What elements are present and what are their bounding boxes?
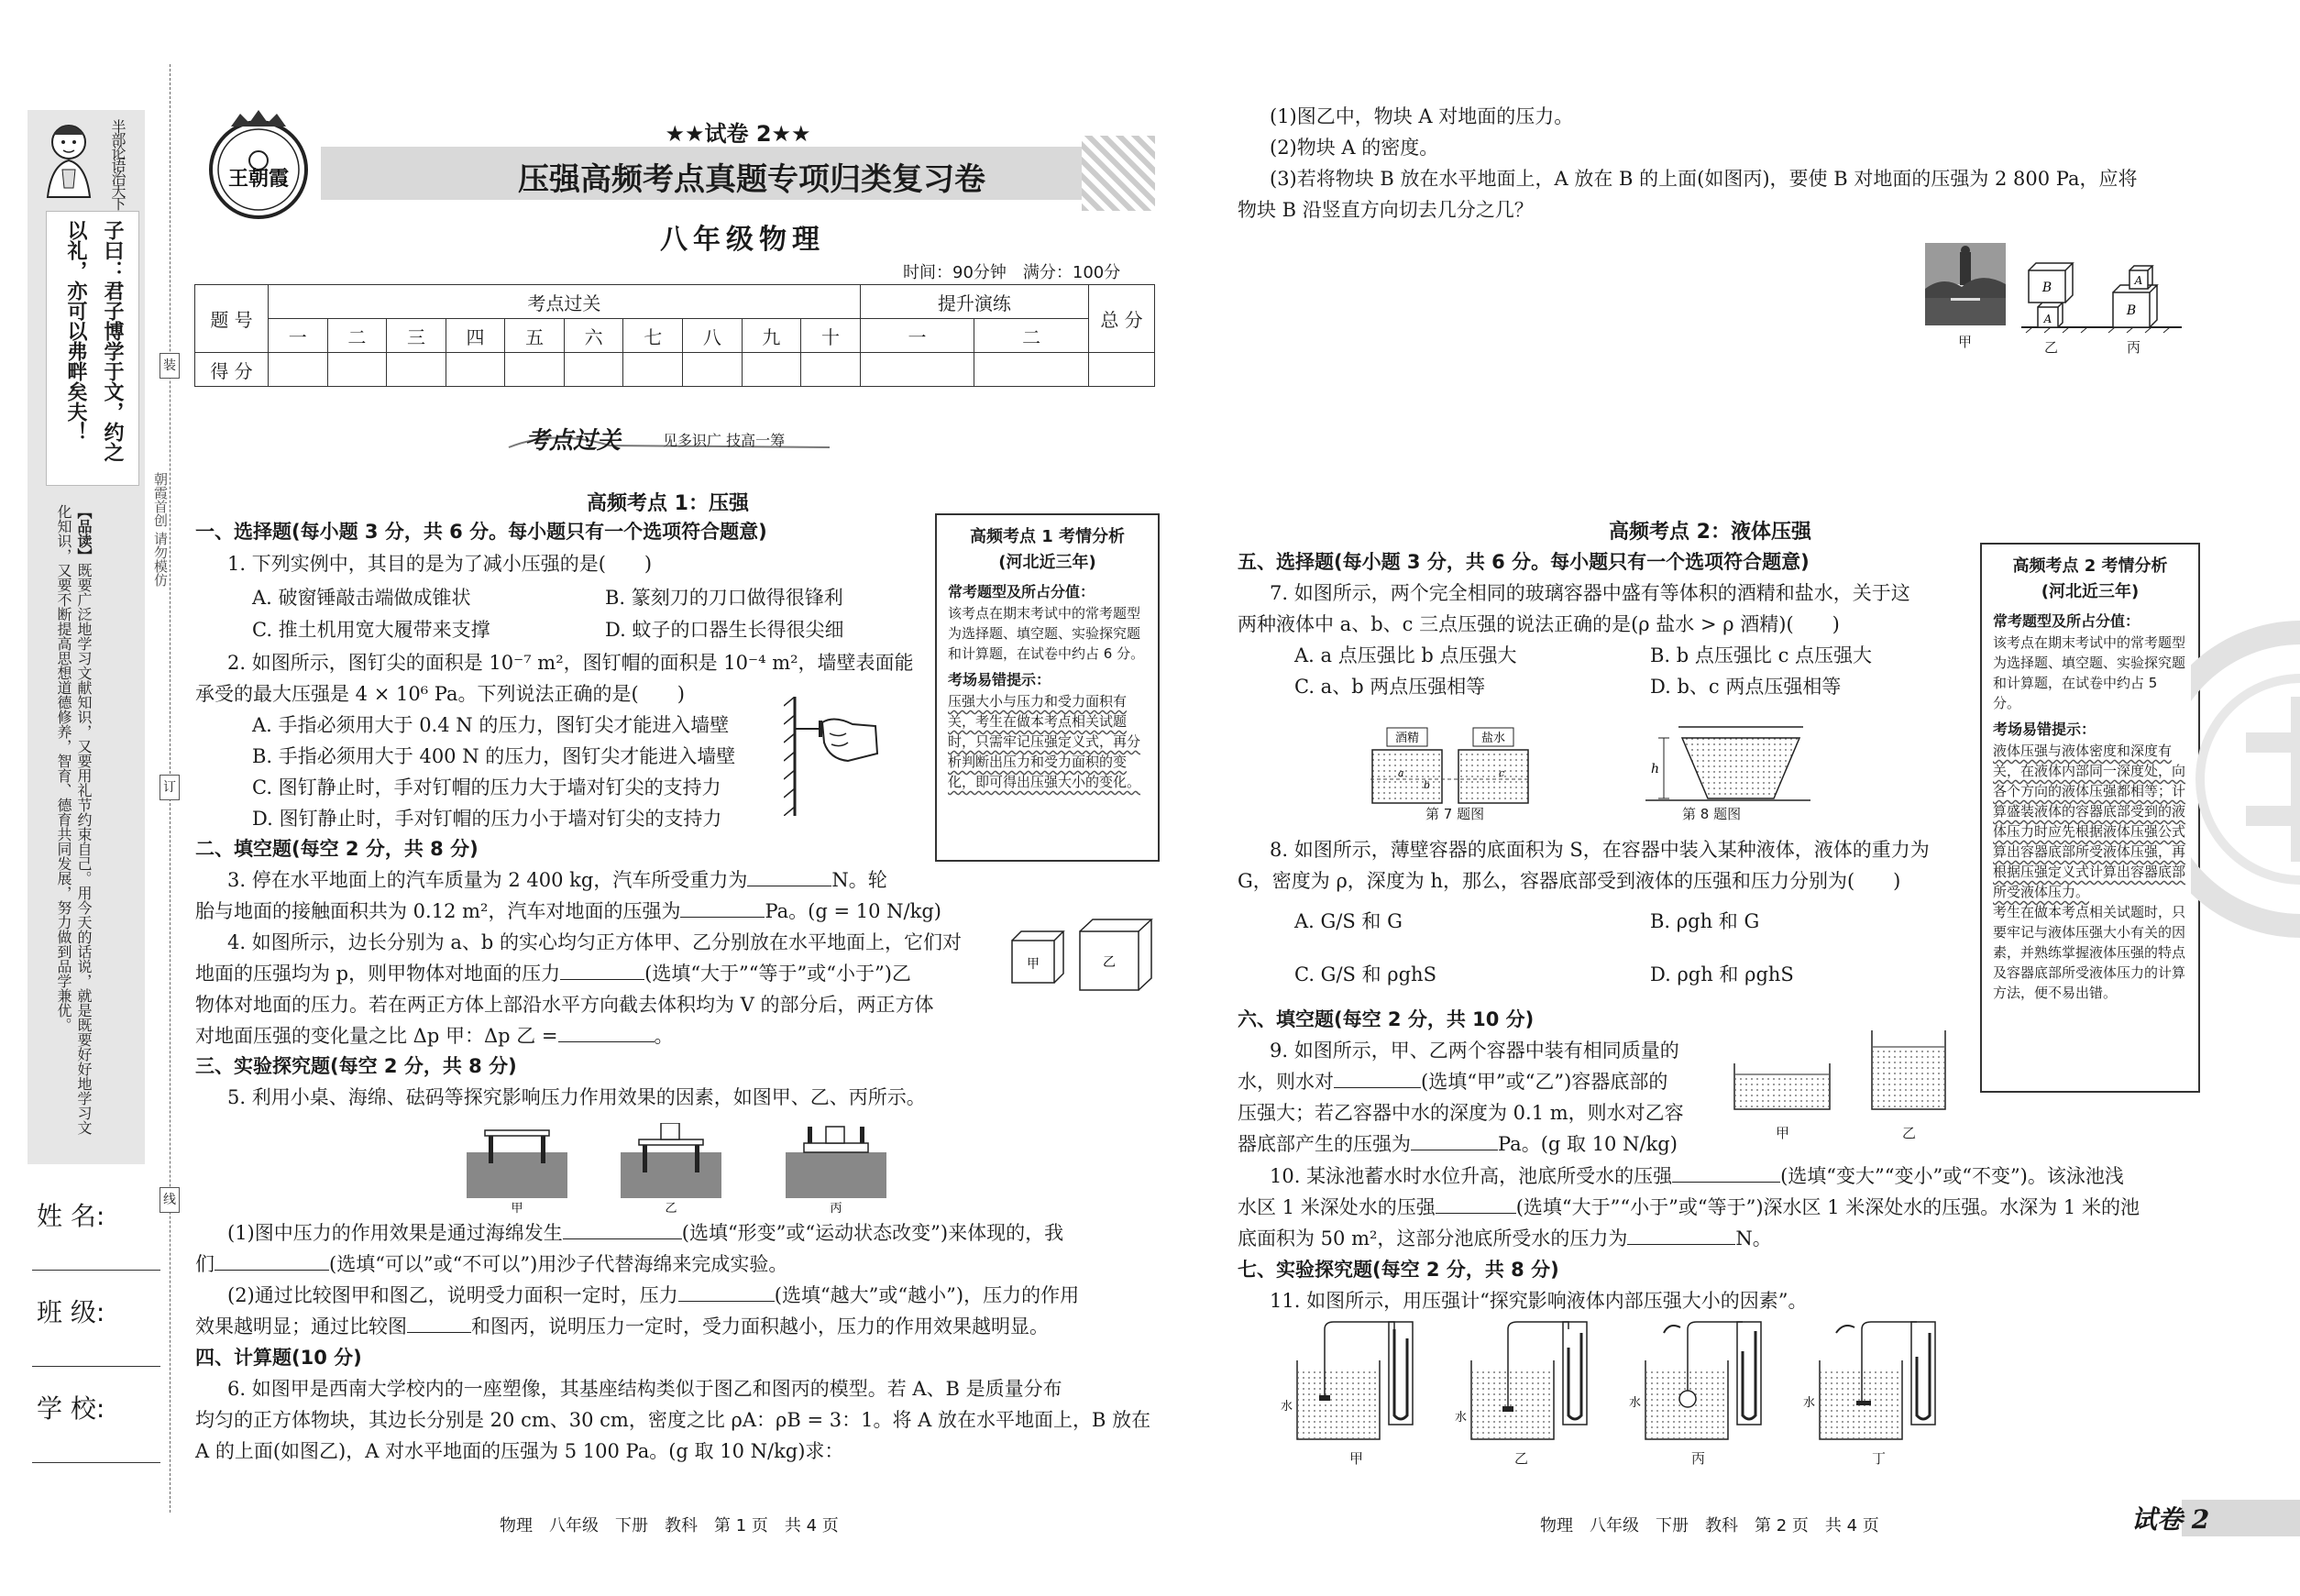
q5-sub1-line2 [195,1250,787,1278]
score-cell[interactable] [327,353,387,387]
col-3: 三 [387,319,446,353]
water-label-3: 水 [1629,1396,1642,1410]
q5-text-6: (选填“越大”或“越小”)，压力的作用 [774,1284,1080,1306]
logo-text: 王朝霞 [227,167,290,191]
q9-text-2: (选填“甲”或“乙”)容器底部的 [1421,1071,1668,1093]
col-10: 十 [801,319,861,353]
fig9-containers [1733,1027,1962,1128]
footer-right: 物理 八年级 下册 教科 第 2 页 共 4 页 [1540,1516,1879,1535]
q5-blank-4[interactable] [407,1313,471,1333]
q5-text-5: (2)通过比较图甲和图乙，说明受力面积一定时，压力 [227,1284,678,1306]
binding-mark-1: 装 [160,353,180,379]
brand-vertical: 朝霞首创 请勿模仿 [152,472,169,587]
q3-text-4: Pa。(g = 10 N/kg) [765,900,941,922]
name-field[interactable] [32,1270,160,1271]
heading-kaodian-1: 高频考点 1：压强 [587,492,749,515]
blocks-figure [2021,252,2182,335]
fig9-label-yi: 乙 [1902,1125,1917,1141]
water-label-2: 水 [1455,1411,1468,1425]
analysis-1-sub1: 常考题型及所占分值： [948,583,1095,600]
fig8-label-h: h [1651,762,1660,776]
row-label-number: 题 号 [195,285,269,353]
q4-line4 [195,1022,674,1050]
block-label-a1: A [2043,313,2052,325]
q7-option-a[interactable]: A. a 点压强比 b 点压强大 [1294,644,1517,666]
pindu-label: 【品读】 [75,504,93,563]
fig8-caption: 第 8 题图 [1682,806,1742,822]
q1-option-d[interactable]: D. 蚊子的口器生长得很尖细 [605,619,844,641]
pindu-text [53,504,94,1146]
class-field[interactable] [32,1366,160,1367]
part2-heading: 二、填空题(每空 2 分，共 8 分) [195,838,479,860]
q4-text-2: (选填“大于”“等于”或“小于”)乙 [644,963,911,985]
q5-sub2-line2 [195,1313,1049,1340]
water-label-1: 水 [1281,1400,1293,1414]
q10-text-2: (选填“变大”“变小”或“不变”)。该泳池浅 [1780,1165,2124,1187]
paper-number: ★★试卷 2★★ [665,121,811,147]
q2-option-a[interactable]: A. 手指必须用大于 0.4 N 的压力，图钉尖才能进入墙壁 [252,714,730,736]
q6-line3: A 的上面(如图乙)，A 对水平地面的压强为 5 100 Pa。(g 取 10 N/kg)求： [195,1440,844,1462]
q4-blank-1[interactable] [560,960,644,980]
fig7-caption: 第 7 题图 [1425,806,1485,822]
col-7: 七 [623,319,683,353]
q6-sub1: (1)图乙中，物块 A 对地面的压力。 [1270,105,1574,127]
analysis-1-sub2: 考场易错提示： [948,671,1051,688]
q4-line1: 4. 如图所示，边长分别为 a、b 的实心均匀正方体甲、乙分别放在水平地面上，它们对 [227,931,963,953]
analysis-2-sub1: 常考题型及所占分值： [1993,612,2140,630]
time-info: 时间：90分钟 满分：100分 [903,263,1121,282]
q10-text-4: (选填“大于”“小于”或“等于”)深水区 1 米深处水的压强。水深为 1 米的池 [1515,1196,2140,1218]
score-cell[interactable] [1089,353,1155,387]
q6-sub3-line1: (3)若将物块 B 放在水平地面上，A 放在 B 的上面(如图丙)，要使 B 对地面的压强为 2 800 Pa，应将 [1270,168,2138,190]
q11-stem: 11. 如图所示，用压强计“探究影响液体内部压强大小的因素”。 [1270,1290,1808,1312]
q8-option-a[interactable]: A. G/S 和 G [1294,910,1403,932]
col-8: 八 [683,319,743,353]
brand-logo [194,110,323,225]
col-t2: 二 [974,319,1089,353]
part5-heading: 五、选择题(每小题 3 分，共 6 分。每小题只有一个选项符合题意) [1238,551,1810,573]
q6-sub2: (2)物块 A 的密度。 [1270,137,1439,159]
q9-line1: 9. 如图所示，甲、乙两个容器中装有相同质量的 [1270,1040,1679,1062]
q9-line4 [1238,1130,1678,1158]
q9-text-1: 水，则水对 [1238,1071,1334,1093]
analysis-box-1 [935,513,1160,862]
scholar-illustration [35,115,104,202]
col-4: 四 [446,319,505,353]
q8-option-d[interactable]: D. ρgh 和 ρghS [1650,963,1794,985]
score-cell[interactable] [387,353,446,387]
q9-blank-1[interactable] [1334,1068,1421,1088]
col-5: 五 [505,319,565,353]
fig5-label-yi: 乙 [665,1202,677,1215]
q1-option-a[interactable]: A. 破窗锤敲击端做成锥状 [252,587,471,609]
q3-blank-1[interactable] [747,866,831,886]
water-label-4: 水 [1803,1396,1816,1410]
col-1: 一 [269,319,328,353]
q3-line2 [195,897,941,925]
paper-title: 压强高频考点真题专项归类复习卷 [518,161,985,198]
q10-blank-1[interactable] [1672,1162,1780,1183]
fig5-label-jia: 甲 [511,1202,523,1215]
q8-option-b[interactable]: B. ρgh 和 G [1650,910,1760,932]
fig5-label-bing: 丙 [830,1202,842,1215]
fig11-label-ding: 丁 [1872,1450,1887,1467]
q8-option-c[interactable]: C. G/S 和 ρghS [1294,963,1436,985]
statue-photo [1925,243,2006,325]
q6-line1: 6. 如图甲是西南大学校内的一座塑像，其基座结构类似于图乙和图丙的模型。若 A、B 是质量分布 [227,1378,1062,1400]
fig11-label-bing: 丙 [1691,1450,1706,1467]
q1-option-c[interactable]: C. 推土机用宽大履带来支撑 [252,619,490,641]
analysis-2-subtitle: (河北近三年) [2041,582,2140,601]
fig11-manometers [1279,1320,1957,1448]
q4-text-1: 地面的压强均为 p，则甲物体对地面的压力 [195,963,561,985]
q5-text-8: 和图丙，说明压力一定时，受力面积越小，压力的作用效果越明显。 [471,1315,1049,1337]
score-cell[interactable] [974,353,1089,387]
score-cell[interactable] [505,353,565,387]
analysis-1-title: 高频考点 1 考情分析 [969,527,1126,546]
q7-line1: 7. 如图所示，两个完全相同的玻璃容器中盛有等体积的酒精和盐水，关于这 [1270,582,1910,604]
school-label: 学 校: [37,1393,105,1424]
q4-text-3: 对地面压强的变化量之比 Δp 甲：Δp 乙 = [195,1025,558,1047]
analysis-2-title: 高频考点 2 考情分析 [2012,556,2168,576]
q9-line2 [1238,1068,1667,1095]
q5-sub1-line1 [227,1219,1063,1247]
analysis-1-text1: 该考点在期末考试中的常考题型为选择题、填空题、实验探究题和计算题，在试卷中约占 6 分。 [948,605,1145,662]
cubes-figure [1008,917,1160,999]
binding-mark-3: 线 [160,1187,180,1213]
banner-main: 考点过关 [525,427,622,455]
fig11-label-jia: 甲 [1349,1450,1364,1467]
q10-text-1: 10. 某泳池蓄水时水位升高，池底所受水的压强 [1270,1165,1673,1187]
part6-heading: 六、填空题(每空 2 分，共 10 分) [1238,1008,1535,1030]
heading-kaodian-2: 高频考点 2：液体压强 [1609,521,1811,544]
q8-line1: 8. 如图所示，薄壁容器的底面积为 S，在容器中装入某种液体，液体的重力为 [1270,839,1930,861]
name-label: 姓 名: [37,1201,105,1231]
fig11-label-yi: 乙 [1514,1450,1529,1467]
q1-stem: 1. 下列实例中，其目的是为了减小压强的是( ) [227,553,653,575]
q5-text-4: (选填“可以”或“不可以”)用沙子代替海绵来完成实验。 [329,1253,788,1275]
fig6-label-bing: 丙 [2127,339,2141,356]
q7-option-b[interactable]: B. b 点压强比 c 点压强大 [1650,644,1873,666]
col-t1: 一 [860,319,974,353]
q8-line2: G，密度为 ρ，深度为 h，那么，容器底部受到液体的压强和压力分别为( ) [1238,870,1901,892]
score-cell[interactable] [683,353,743,387]
q10-text-3: 水区 1 米深处水的压强 [1238,1196,1436,1218]
school-field[interactable] [32,1462,160,1463]
group-tisheng: 提升演练 [860,285,1088,319]
fig7-label-brine: 盐水 [1480,732,1506,745]
score-table [194,284,1155,387]
class-label: 班 级: [37,1297,105,1327]
q7-line2: 两种液体中 a、b、c 三点压强的说法正确的是(ρ 盐水 > ρ 酒精)( ) [1238,613,1840,635]
fig7-point-a: a [1398,767,1404,779]
q5-text-1: (1)图中压力的作用效果是通过海绵发生 [227,1222,563,1244]
q3-line1 [227,866,887,894]
score-cell[interactable] [742,353,801,387]
q6-sub3-line2: 物块 B 沿竖直方向切去几分之几？ [1238,199,1534,221]
q3-text-3: 胎与地面的接触面积共为 0.12 m²，汽车对地面的压强为 [195,900,681,922]
pindu-body: 既要广泛地学习文献知识，又要用礼节约束自己。用今天的话说，就是既要好好地学习文化知识，又要不断提高思想道德修养，智育、德育共同发展，努力做到品学兼优。 [55,504,93,1135]
fig7-label-alcohol: 酒精 [1394,732,1420,745]
q4-line3: 物体对地面的压力。若在两正方体上部沿水平方向截去体积均为 V 的部分后，两正方体 [195,994,934,1016]
fig9-label-jia: 甲 [1776,1125,1790,1141]
analysis-2-sub2: 考场易错提示： [1993,721,2096,738]
q3-text-2: N。轮 [831,869,887,891]
footer-tag: 试卷 2 [2131,1504,2210,1535]
q2-option-b[interactable]: B. 手指必须用大于 400 N 的压力，图钉尖才能进入墙壁 [252,745,736,767]
q5-stem: 5. 利用小桌、海绵、砝码等探究影响压力作用效果的因素，如图甲、乙、丙所示。 [227,1086,926,1108]
col-6: 六 [564,319,623,353]
block-label-b2: B [2126,303,2137,318]
analysis-1-subtitle: (河北近三年) [998,553,1096,572]
q5-sub2-line1 [227,1282,1079,1309]
q10-line2 [1238,1194,2140,1221]
q10-text-5: 底面积为 50 m²，这部分池底所受水的压力为 [1238,1227,1628,1249]
score-cell[interactable] [860,353,974,387]
block-label-b1: B [2041,281,2052,295]
cube-label-jia: 甲 [1027,957,1040,972]
part4-heading: 四、计算题(10 分) [195,1347,362,1369]
analysis-box-2 [1980,543,2200,1093]
part1-heading: 一、选择题(每小题 3 分，共 6 分。每小题只有一个选项符合题意) [195,521,767,543]
analysis-1-text2: 压强大小与压力和受力面积有关，考生在做本考点相关试题时，只需牢记压强定义式，再分析判断出压力和受力面积的变化，即可得出压强大小的变化。 [948,693,1141,790]
cube-label-yi: 乙 [1103,955,1116,970]
q4-blank-2[interactable] [558,1022,655,1042]
q4-line2 [195,960,911,987]
q10-line1 [1270,1162,2124,1190]
part3-heading: 三、实验探究题(每空 2 分，共 8 分) [195,1055,517,1077]
total-label: 总 分 [1089,285,1155,353]
paper-subtitle: 八年级物理 [660,224,825,256]
q3-blank-2[interactable] [680,897,765,918]
q5-text-7: 效果越明显；通过比较图 [195,1315,407,1337]
score-cell[interactable] [564,353,623,387]
q9-line3: 压强大；若乙容器中水的深度为 0.1 m，则水对乙容 [1238,1102,1684,1124]
score-cell[interactable] [446,353,505,387]
block-label-a2: A [2134,274,2143,287]
q3-text-1: 3. 停在水平地面上的汽车质量为 2 400 kg，汽车所受重力为 [227,869,748,891]
q10-blank-3[interactable] [1627,1225,1735,1245]
q2-stem-line2: 承受的最大压强是 4 × 10⁶ Pa。下列说法正确的是( ) [195,683,685,705]
footer-left: 物理 八年级 下册 教科 第 1 页 共 4 页 [500,1516,839,1535]
watermark-seal [2191,587,2300,972]
q5-text-3: 们 [195,1253,215,1275]
section-banner [500,420,839,457]
col-9: 九 [742,319,801,353]
row-label-score: 得 分 [195,353,269,387]
q7-option-c[interactable]: C. a、b 两点压强相等 [1294,676,1486,698]
q5-blank-3[interactable] [678,1282,775,1302]
q2-option-d[interactable]: D. 图钉静止时，手对钉帽的压力小于墙对钉尖的支持力 [252,808,722,830]
q5-text-2: (选填“形变”或“运动状态改变”)来体现的，我 [681,1222,1064,1244]
q4-text-4: 。 [654,1025,674,1047]
fig7-containers [1370,724,1531,807]
fig7-point-c: c [1499,767,1505,779]
fig7-point-b: b [1424,779,1431,791]
score-cell[interactable] [801,353,861,387]
q6-line2: 均匀的正方体物块，其边长分别是 20 cm、30 cm，密度之比 ρA：ρB = 3：1。将 A 放在水平地面上，B 放在 [195,1409,1151,1431]
score-cell[interactable] [269,353,328,387]
motto-top: 半部论语治天下 [109,119,127,209]
score-cell[interactable] [623,353,683,387]
q1-option-b[interactable]: B. 篆刻刀的刀口做得很锋利 [605,587,843,609]
q9-blank-2[interactable] [1411,1130,1498,1150]
analysis-2-text2: 液体压强与液体密度和深度有关，在液体内部同一深度处，向各个方向的液体压强都相等；计算盛装液体的容器底部受到的液体压力时应先根据液体压强公式算出容器底部所受液体压强，再根据压强定义式计算出容器底部所受液体压力。 [1993,743,2186,900]
analysis-2-text1: 该考点在期末考试中的常考题型为选择题、填空题、实验探究题和计算题，在试卷中约占 5 分。 [1993,634,2186,711]
fig6-label-yi: 乙 [2044,339,2059,356]
q5-blank-1[interactable] [563,1219,682,1239]
q10-line3 [1238,1225,1772,1252]
q2-stem-line1: 2. 如图所示，图钉尖的面积是 10⁻⁷ m²，图钉帽的面积是 10⁻⁴ m²，墙壁表面能 [227,652,914,674]
col-2: 二 [327,319,387,353]
q9-text-4: Pa。(g 取 10 N/kg) [1498,1133,1678,1155]
fig8-container [1645,720,1810,807]
group-kaodian: 考点过关 [269,285,861,319]
part7-heading: 七、实验探究题(每空 2 分，共 8 分) [1238,1259,1559,1281]
q2-option-c[interactable]: C. 图钉静止时，手对钉帽的压力大于墙对钉尖的支持力 [252,776,721,798]
q10-blank-2[interactable] [1436,1194,1516,1214]
header-ribbon-tail [1082,136,1155,211]
q10-text-6: N。 [1735,1227,1772,1249]
thumbtack-figure [784,697,885,816]
q5-blank-2[interactable] [215,1250,329,1271]
sponge-figure [463,1123,894,1215]
binding-mark-2: 订 [160,775,180,800]
q7-option-d[interactable]: D. b、c 两点压强相等 [1650,676,1842,698]
banner-slogan: 见多识广 技高一筹 [663,432,786,449]
analysis-2-text3: 考生在做本考点相关试题时，只要牢记与液体压强大小有关的因素，并熟练掌握液体压强的特点及容器底部所受液体压力的计算方法，便不易出错。 [1993,904,2186,1001]
fig6-label-jia: 甲 [1958,334,1973,350]
q9-text-3: 器底部产生的压强为 [1238,1133,1411,1155]
motto-quote: 子曰：君子博学于文，约之以礼，亦可以弗畔矣夫！ [64,220,124,462]
